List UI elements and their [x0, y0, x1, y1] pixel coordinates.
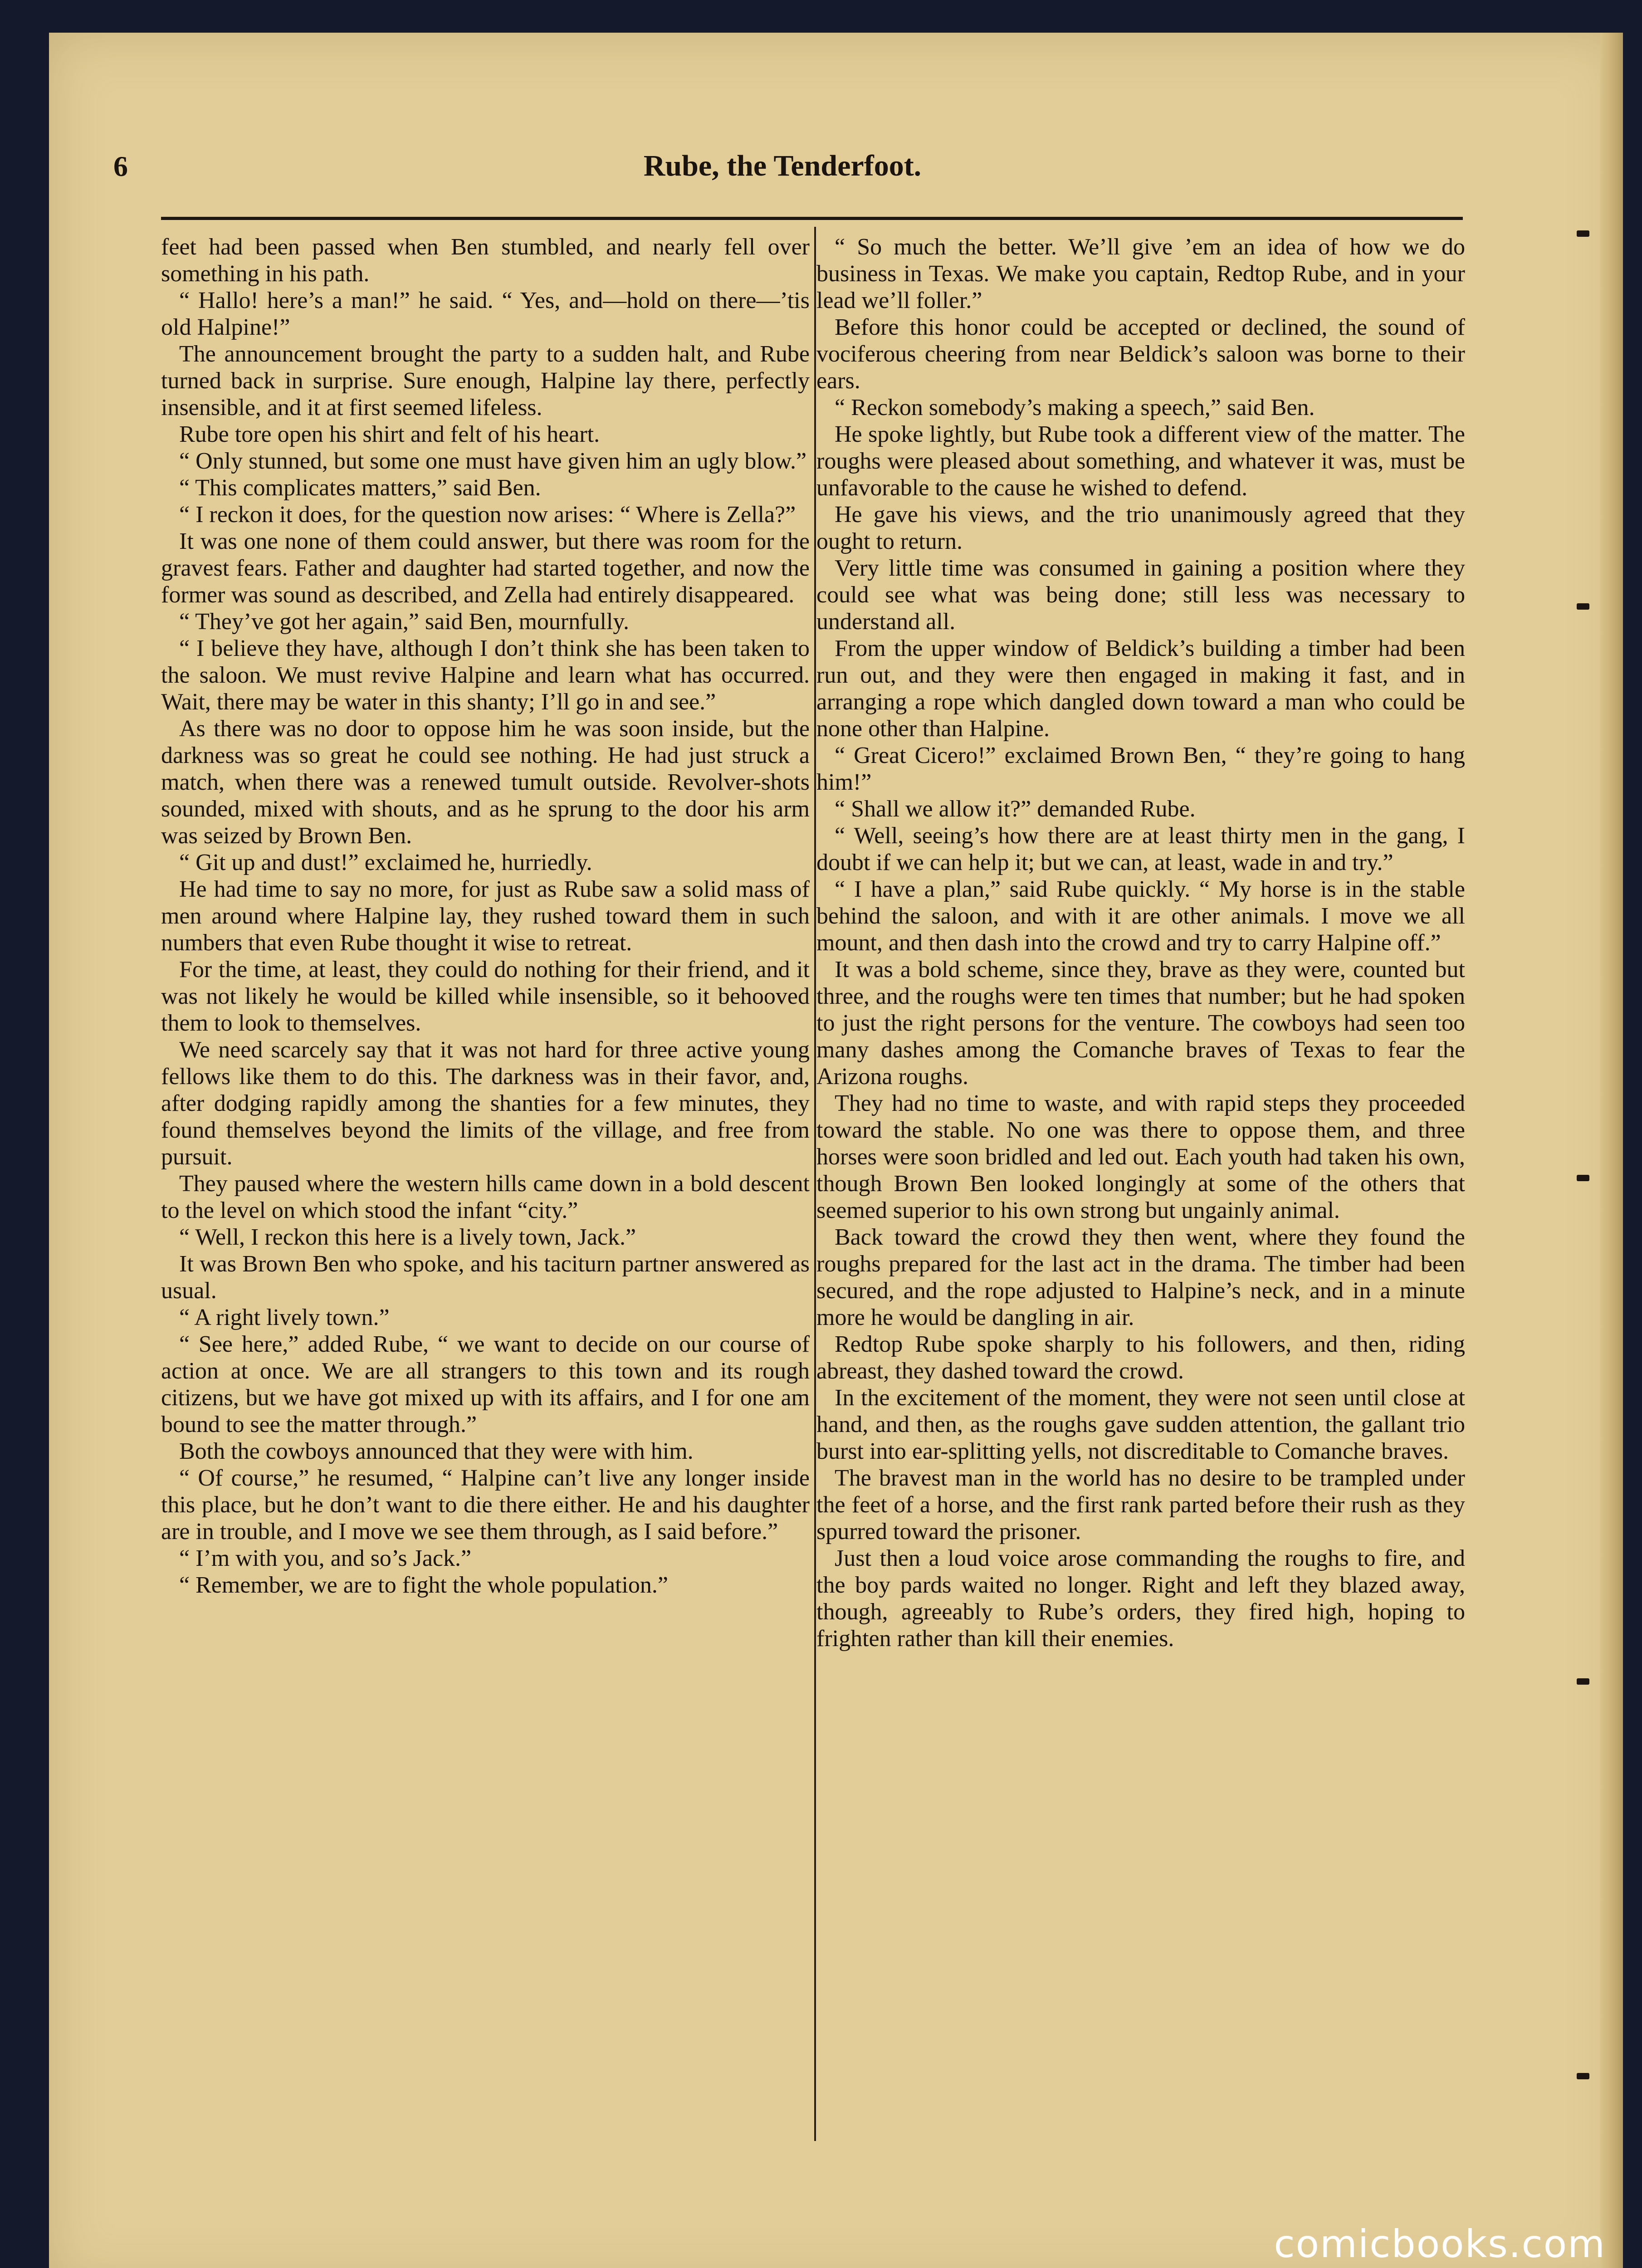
- binding-mark: [1577, 1678, 1589, 1685]
- paragraph: “ Only stunned, but some one must have given him an ugly blow.”: [179, 448, 807, 474]
- paragraph: Redtop Rube spoke sharply to his followers, and then, riding abreast, they dashed toward the crowd.: [816, 1331, 1465, 1384]
- page-spine: [1600, 33, 1623, 2268]
- paragraph: They had no time to waste, and with rapid steps they proceeded toward the stable. No one was there to oppose them, and three horses were soon bridled and led out. Each youth had taken his own, though Brown Ben looked longingly at some of the others that seemed superior to his own strong but ungainly animal.: [816, 1090, 1465, 1223]
- paragraph: “ See here,” added Rube, “ we want to decide on our course of action at once. We are all strangers to this town and its rough citizens, but we have got mixed up with its affairs, and I for one am bound to see the matter through.”: [161, 1331, 810, 1437]
- paragraph: “ They’ve got her again,” said Ben, mournfully.: [179, 609, 630, 635]
- paragraph: In the excitement of the moment, they were not seen until close at hand, and then, as the roughs gave sudden attention, the gallant trio burst into ear-splitting yells, not discreditable to Comanche braves.: [816, 1385, 1465, 1464]
- paragraph: Just then a loud voice arose commanding the roughs to fire, and the boy pards waited no longer. Right and left they blazed away, though, agreeably to Rube’s orders, they fired high, hoping to frighten rather than kill their enemies.: [816, 1545, 1465, 1652]
- paragraph: feet had been passed when Ben stumbled, and nearly fell over something in his path.: [161, 234, 810, 287]
- paragraph: Before this honor could be accepted or declined, the sound of vociferous cheering from near Beldick’s saloon was borne to their ears.: [816, 314, 1465, 394]
- binding-mark: [1577, 603, 1589, 610]
- column-divider: [814, 227, 816, 2141]
- paragraph: “ Shall we allow it?” demanded Rube.: [835, 796, 1196, 822]
- paragraph: “ Hallo! here’s a man!” he said. “ Yes, and—hold on there—’tis old Halpine!”: [161, 288, 810, 340]
- paragraph: The bravest man in the world has no desire to be trampled under the feet of a horse, and the first rank parted before their rush as they spurred toward the prisoner.: [816, 1465, 1465, 1545]
- paragraph: The announcement brought the party to a sudden halt, and Rube turned back in surprise. Sure enough, Halpine lay there, perfectly insensible, and it at first seemed lifeless.: [161, 341, 810, 420]
- paragraph: “ Well, I reckon this here is a lively town, Jack.”: [179, 1224, 636, 1250]
- paragraph: “ A right lively town.”: [179, 1305, 390, 1330]
- paragraph: “ I believe they have, although I don’t think she has been taken to the saloon. We must revive Halpine and learn what has occurred. Wait, there may be water in this shanty; I’ll go in and see.”: [161, 635, 810, 715]
- running-title: Rube, the Tenderfoot.: [643, 149, 922, 182]
- paragraph: He gave his views, and the trio unanimously agreed that they ought to return.: [816, 502, 1465, 554]
- binding-mark: [1577, 230, 1589, 237]
- paragraph: We need scarcely say that it was not hard for three active young fellows like them to do this. The darkness was in their favor, and, after dodging rapidly among the shanties for a few minutes, they found themselves beyond the limits of the village, and free from pursuit.: [161, 1037, 810, 1170]
- paragraph: “ Reckon somebody’s making a speech,” said Ben.: [835, 395, 1315, 420]
- paragraph: “ Well, seeing’s how there are at least thirty men in the gang, I doubt if we can help it; but we can, at least, wade in and try.”: [816, 823, 1465, 875]
- paragraph: “ So much the better. We’ll give ’em an idea of how we do business in Texas. We make you captain, Redtop Rube, and in your lead we’ll foller.”: [816, 234, 1465, 313]
- paragraph: Very little time was consumed in gaining a position where they could see what was being done; still less was necessary to understand all.: [816, 555, 1465, 635]
- paragraph: Both the cowboys announced that they were with him.: [179, 1438, 694, 1464]
- paragraph: “ Git up and dust!” exclaimed he, hurriedly.: [179, 850, 592, 875]
- paragraph: From the upper window of Beldick’s building a timber had been run out, and they were then engaged in making it fast, and in arranging a rope which dangled down toward a man who could be none other than Halpine.: [816, 635, 1465, 742]
- paragraph: Back toward the crowd they then went, where they found the roughs prepared for the last act in the drama. The timber had been secured, and the rope adjusted to Halpine’s neck, and in a minute more he would be dangling in air.: [816, 1224, 1465, 1330]
- page-number: 6: [113, 150, 128, 182]
- paragraph: He spoke lightly, but Rube took a different view of the matter. The roughs were pleased about something, and whatever it was, must be unfavorable to the cause he wished to defend.: [816, 421, 1465, 501]
- paragraph: “ I’m with you, and so’s Jack.”: [179, 1545, 472, 1571]
- paragraph: He had time to say no more, for just as Rube saw a solid mass of men around where Halpine lay, they rushed toward them in such numbers that even Rube thought it wise to retreat.: [161, 876, 810, 956]
- left-column: [161, 234, 810, 2184]
- paragraph: “ This complicates matters,” said Ben.: [179, 475, 541, 501]
- binding-mark: [1577, 1175, 1589, 1181]
- watermark-text: comicbooks.com: [1274, 2222, 1606, 2266]
- paragraph: It was one none of them could answer, but there was room for the gravest fears. Father and daughter had started together, and now the former was sound as described, and Zella had entirely disappeared.: [161, 528, 810, 608]
- paragraph: For the time, at least, they could do nothing for their friend, and it was not likely he would be killed while insensible, so it behooved them to look to themselves.: [161, 957, 810, 1036]
- paragraph: “ Remember, we are to fight the whole population.”: [179, 1572, 669, 1598]
- paragraph: It was Brown Ben who spoke, and his taciturn partner answered as usual.: [161, 1251, 810, 1304]
- page-header: [113, 122, 1451, 186]
- paragraph: They paused where the western hills came down in a bold descent to the level on which stood the infant “city.”: [161, 1171, 810, 1223]
- paragraph: As there was no door to oppose him he was soon inside, but the darkness was so great he could see nothing. He had just struck a match, when there was a renewed tumult outside. Revolver-shots sounded, mixed with shouts, and as he sprung to the door his arm was seized by Brown Ben.: [161, 716, 810, 849]
- binding-mark: [1577, 2073, 1589, 2079]
- paragraph: “ Great Cicero!” exclaimed Brown Ben, “ they’re going to hang him!”: [816, 743, 1465, 795]
- header-rule: [161, 217, 1463, 220]
- paragraph: “ Of course,” he resumed, “ Halpine can’t live any longer inside this place, but he don’t want to die there either. He and his daughter are in trouble, and I move we see them through, as I said before.”: [161, 1465, 810, 1545]
- paragraph: Rube tore open his shirt and felt of his heart.: [179, 421, 600, 447]
- paragraph: “ I reckon it does, for the question now arises: “ Where is Zella?”: [179, 502, 796, 528]
- right-column: [816, 234, 1465, 2184]
- paragraph: It was a bold scheme, since they, brave as they were, counted but three, and the roughs were ten times that number; but he had spoken to just the right persons for the venture. The cowboys had seen too many dashes among the Comanche braves of Texas to fear the Arizona roughs.: [816, 957, 1465, 1090]
- paragraph: “ I have a plan,” said Rube quickly. “ My horse is in the stable behind the saloon, and with it are other animals. I move we all mount, and then dash into the crowd and try to carry Halpine off.”: [816, 876, 1465, 956]
